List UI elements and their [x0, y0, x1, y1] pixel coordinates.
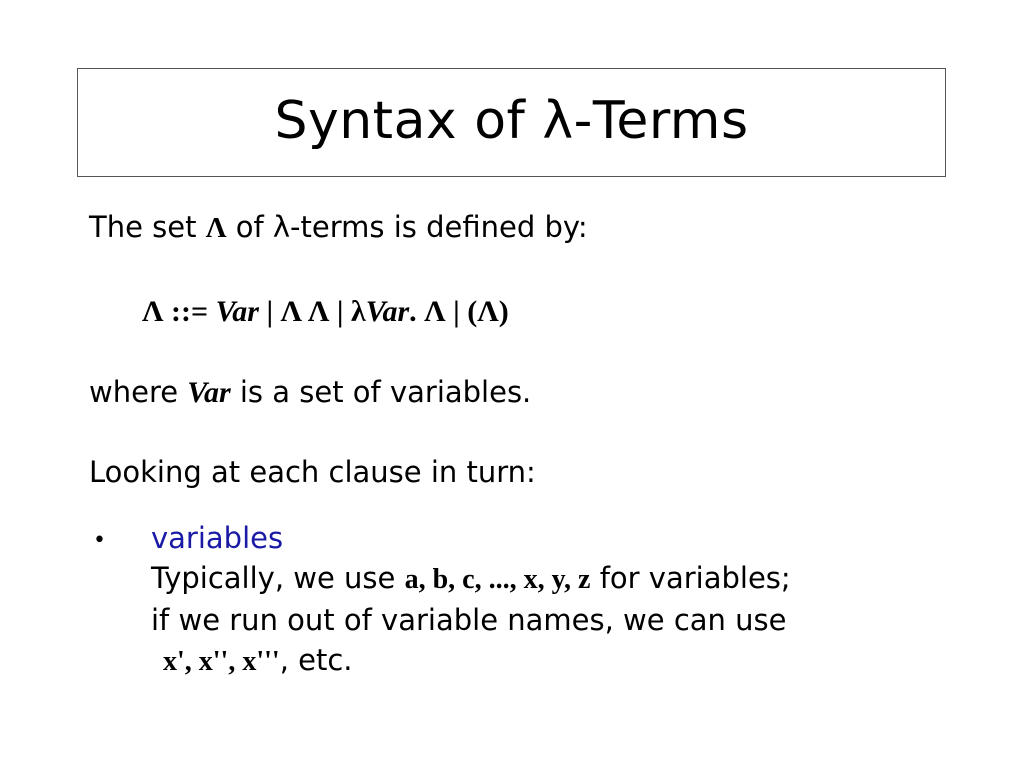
variable-examples: a, b, c, ..., x, y, z [404, 564, 591, 595]
intro-line [89, 210, 588, 244]
bullet-line-3 [151, 640, 791, 682]
bullet-heading: variables [151, 521, 284, 555]
grammar-lhs: Λ ::= [142, 295, 216, 328]
bullet-line-1 [151, 558, 791, 600]
bullet-line-2: if we run out of variable names, we can use [151, 603, 787, 637]
lambda-set-symbol: Λ [205, 212, 227, 244]
looking-line: Looking at each clause in turn: [89, 455, 536, 489]
grammar-end: . Λ | (Λ) [409, 295, 509, 328]
bullet-variables [151, 518, 791, 682]
where-text-before: where [89, 375, 188, 409]
grammar-definition [142, 297, 509, 327]
bullet-marker: • [93, 528, 106, 553]
where-text-after: is a set of variables. [230, 375, 532, 409]
primed-variables: x', x'', x''' [163, 646, 280, 677]
grammar-abstraction-var: Var [365, 295, 410, 328]
bullet-line-1-after: for variables; [590, 561, 791, 595]
slide-title-box [77, 68, 946, 177]
intro-text-after: of λ-terms is defined by: [226, 210, 588, 244]
bullet-line-1-before: Typically, we use [151, 561, 405, 595]
where-line [89, 375, 532, 409]
intro-text-before: The set [89, 210, 206, 244]
bullet-line-3-after: , etc. [279, 643, 353, 677]
grammar-middle: | Λ Λ | λ [258, 295, 366, 328]
grammar-var: Var [215, 295, 259, 328]
slide-title: Syntax of λ-Terms [274, 90, 749, 151]
where-var: Var [187, 376, 231, 409]
